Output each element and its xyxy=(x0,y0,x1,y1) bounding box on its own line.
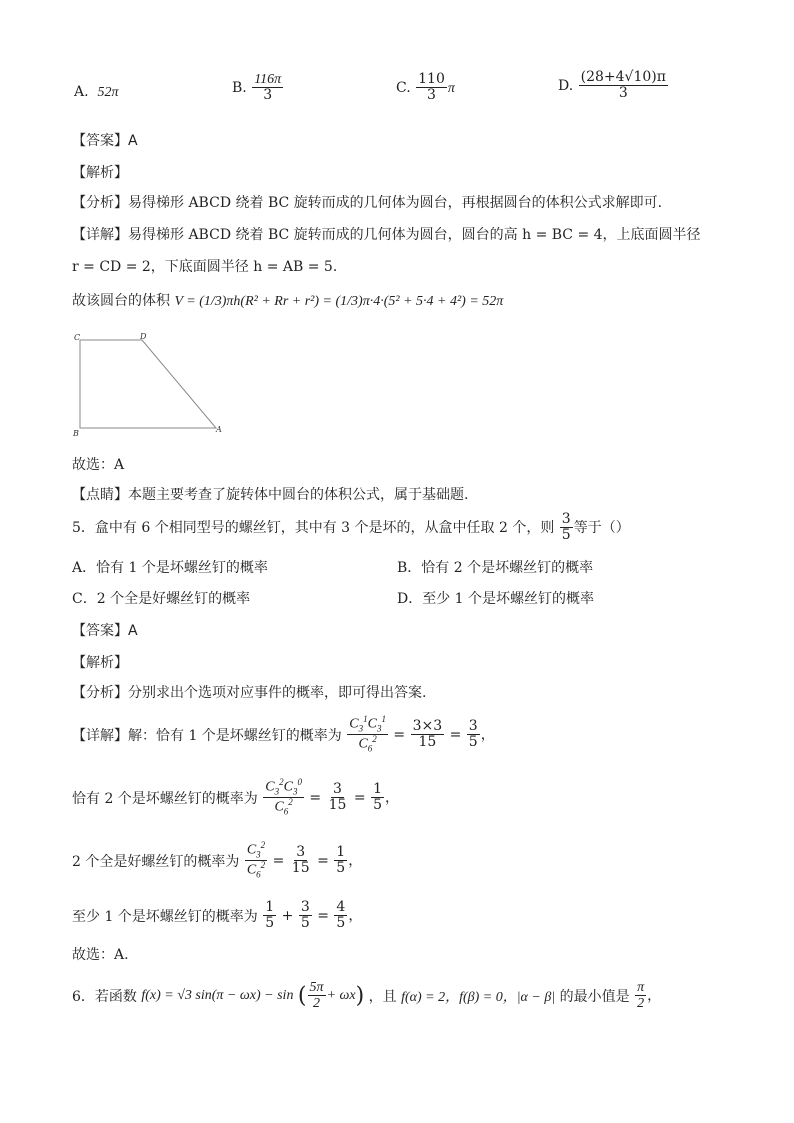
q5-detail-line1: 【详解】解：恰有 1 个是坏螺丝钉的概率为 $\frac{C_3^1C_3^1}{C_6^2}$ = $\frac{3\times 3}{15}$ = $\frac{3}{5}$ ， xyxy=(72,714,495,754)
q5-fenxi: 【分析】分别求出个选项对应事件的概率，即可得出答案. xyxy=(72,685,427,701)
q5-jiexi: 【解析】 xyxy=(72,655,128,671)
q5-option-a: A．恰有 1 个是坏螺丝钉的概率 xyxy=(72,560,268,576)
option-letter: D. xyxy=(558,77,574,94)
volume-formula: V = (1/3)πh(R² + Rr + r²) = (1/3)π·4·(5² + 5·4 + 4²) = 52π xyxy=(174,294,504,309)
option-letter: B. xyxy=(232,79,247,96)
q4-xiangjie-line1: 【详解】易得梯形 ABCD 绕着 BC 旋转而成的几何体为圆台，圆台的高 h = BC = 4，上底面圆半径 xyxy=(72,227,701,243)
label-c: C xyxy=(74,333,81,342)
q4-volume: 故该圆台的体积 V = (1/3)πh(R² + Rr + r²) = (1/3)π·4·(5² + 5·4 + 4²) = 52π xyxy=(72,293,504,309)
q5-option-b: B．恰有 2 个是坏螺丝钉的概率 xyxy=(397,560,594,576)
q5-option-d: D．至少 1 个是坏螺丝钉的概率 xyxy=(397,591,595,607)
q4-option-a xyxy=(74,84,118,101)
option-fraction: $\frac{110}{3}$ xyxy=(418,71,445,104)
trapezoid-shape xyxy=(80,340,216,428)
q6-stem: 6．若函数 f(x) = √3 sin(π − ωx) − sin ( $\frac{5\pi}{2}$ + ωx) ，且 f(α) = 2，f(β) = 0，|α − β| 的最小值是 $\frac{\pi}{2}$ ， xyxy=(72,980,662,1012)
q4-option-d xyxy=(558,70,669,102)
q5-stem: 5．盒中有 6 个相同型号的螺丝钉，其中有 3 个是坏的，从盒中任取 2 个，则 $\frac{3}{5}$ 等于（） xyxy=(72,511,630,544)
q5-detail-line2: 恰有 2 个是坏螺丝钉的概率为 $\frac{C_3^2C_3^0}{C_6^2}$ = $\frac{3}{15}$ = $\frac{1}{5}$ ， xyxy=(72,777,399,817)
option-letter: C. xyxy=(396,79,411,96)
label-a: A xyxy=(216,425,222,434)
option-letter: A. xyxy=(74,84,89,100)
option-value: 52π xyxy=(97,85,119,100)
q5-detail-line4: 至少 1 个是坏螺丝钉的概率为 $\frac{1}{5}$ + $\frac{3}{5}$ = $\frac{4}{5}$ ， xyxy=(72,899,363,932)
q5-detail-line3: 2 个全是好螺丝钉的概率为 $\frac{C_3^2}{C_6^2}$ = $\frac{3}{15}$ = $\frac{1}{5}$ ， xyxy=(72,840,363,880)
q4-jiexi: 【解析】 xyxy=(72,165,128,181)
option-fraction: $\frac{(28+4√10)\pi}{3}$ xyxy=(580,69,666,102)
q5-choose: 故选：A. xyxy=(72,947,129,963)
label-b: B xyxy=(73,429,79,438)
q4-fenxi: 【分析】易得梯形 ABCD 绕着 BC 旋转而成的几何体为圆台，再根据圆台的体积公式求解即可. xyxy=(72,195,663,211)
q5-option-c: C．2 个全是好螺丝钉的概率 xyxy=(72,591,251,607)
q4-choose: 故选：A xyxy=(72,457,125,473)
trapezoid-figure xyxy=(70,330,230,438)
q4-option-c: C. $\frac{110}{3}$ π xyxy=(396,71,455,104)
q4-option-b xyxy=(232,72,284,104)
q4-answer: 【答案】A xyxy=(72,133,138,149)
q4-dianjing: 【点睛】本题主要考查了旋转体中圆台的体积公式，属于基础题. xyxy=(72,487,469,503)
label-d: D xyxy=(140,332,147,341)
q4-xiangjie-line2: r = CD = 2，下底面圆半径 h = AB = 5. xyxy=(72,259,338,275)
option-fraction: $\frac{116\pi}{3}$ xyxy=(254,72,282,104)
q5-answer: 【答案】A xyxy=(72,623,138,639)
